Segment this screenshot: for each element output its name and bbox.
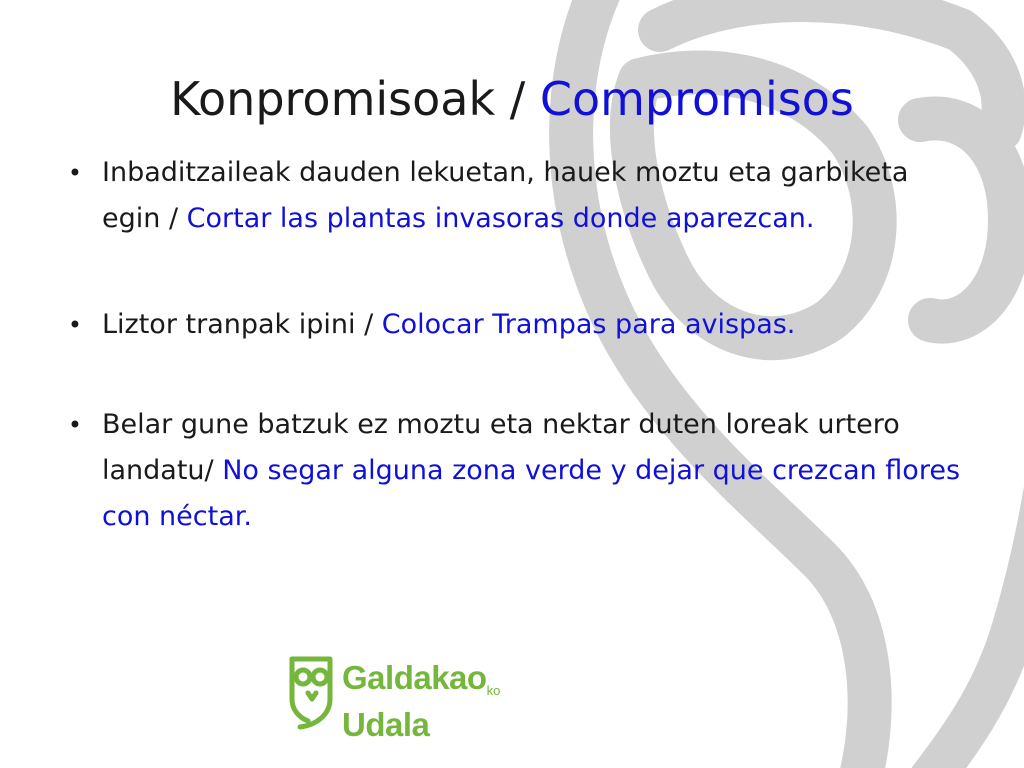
bullet-list [60,150,960,540]
bullet-item [60,302,960,348]
logo-line-2: Udala [342,706,430,743]
bullet-spanish-text: No segar alguna zona verde y dejar que crezcan flores con néctar. [102,455,961,532]
bullet-basque-text: Inbaditzaileak dauden lekuetan, hauek moztu eta garbiketa egin / [102,157,909,234]
logo-galdakao: Galdakao [342,659,487,696]
title-basque: Konpromisoak / [170,72,526,126]
logo-line-1 [342,661,500,708]
logo-suffix: ko [486,683,501,698]
bullet-item [60,402,960,540]
slide-title [0,64,1024,134]
galdakao-logo [286,655,516,743]
bullet-spanish-text: Colocar Trampas para avispas. [381,309,796,340]
bullet-item [60,150,960,242]
logo-text [342,661,500,742]
bullet-dot: • [67,311,83,339]
bullet-dot: • [67,411,83,439]
bullet-dot: • [67,159,83,187]
title-spanish: Compromisos [539,72,854,126]
bullet-spanish-text: Cortar las plantas invasoras donde aparezcan. [186,203,815,234]
owl-logo-icon [286,655,336,731]
bullet-basque-text: Liztor tranpak ipini / [102,309,374,340]
bullet-basque-text: Belar gune batzuk ez moztu eta nektar duten loreak urtero landatu/ [102,409,900,486]
